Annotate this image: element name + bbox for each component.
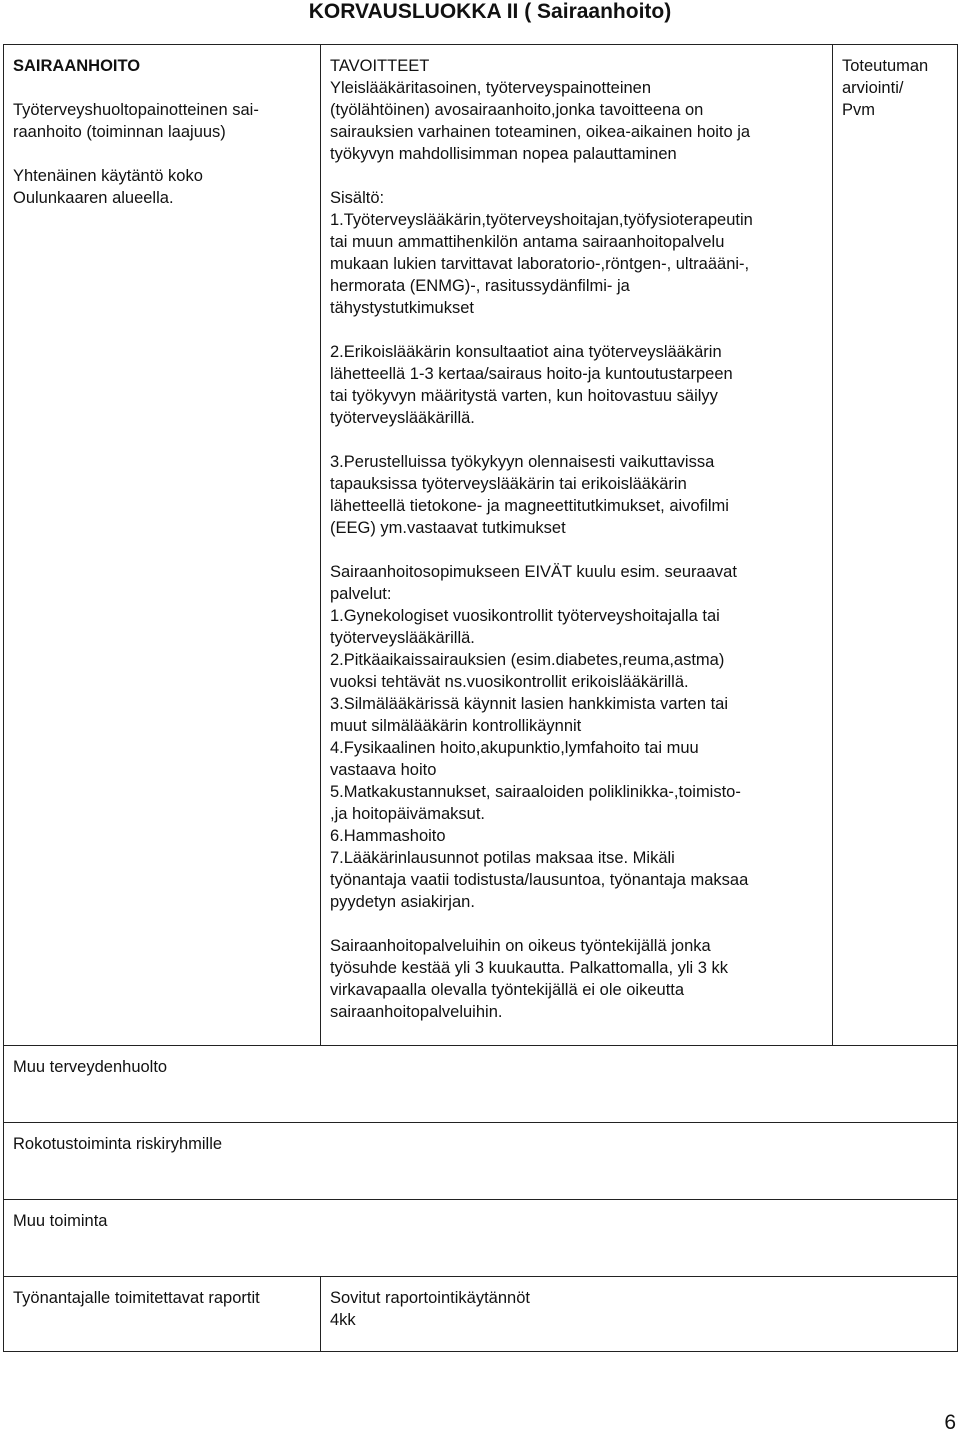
page-number: 6 [944,1411,956,1434]
table-row-sairaanhoito [4,45,958,1046]
excluded-line: 6.Hammashoito [330,827,446,845]
goals-line: (työlähtöinen) avosairaanhoito,jonka tavoitteena on [330,101,704,119]
reports-label-cell [4,1277,321,1352]
content-line: 2.Erikoislääkärin konsultaatiot aina työterveyslääkärin [330,343,722,361]
goals-text [330,77,824,165]
content-line: mukaan lukien tarvittavat laboratorio-,röntgen-, ultraääni-, [330,255,750,273]
excluded-line: 5.Matkakustannukset, sairaaloiden poliklinikka-,toimisto- [330,783,741,801]
table-row-other-health [4,1046,958,1123]
other-activity-label: Muu toiminta [13,1212,108,1230]
excluded-line: 1.Gynekologiset vuosikontrollit työterveyshoitajalla tai [330,607,720,625]
evaluation-cell [833,45,958,1046]
evaluation-heading-line: Toteutuman [842,57,929,75]
excluded-line: 2.Pitkäaikaissairauksien (esim.diabetes,reuma,astma) [330,651,725,669]
content-line: lähetteellä 1-3 kertaa/sairaus hoito-ja kuntoutustarpeen [330,365,733,383]
content-item-1 [330,209,824,319]
excluded-line: 4.Fysikaalinen hoito,akupunktio,lymfahoito tai muu [330,739,699,757]
entitlement-line: Sairaanhoitopalveluihin on oikeus työntekijällä jonka [330,937,711,955]
excluded-line: 7.Lääkärinlausunnot potilas maksaa itse. Mikäli [330,849,675,867]
content-line: (EEG) ym.vastaavat tutkimukset [330,519,566,537]
content-line: 1.Työterveyslääkärin,työterveyshoitajan,työfysioterapeutin [330,211,753,229]
goals-line: työkyvyn mahdollisimman nopea palauttaminen [330,145,677,163]
evaluation-heading-line: Pvm [842,101,875,119]
care-plan-table [3,44,958,1352]
excluded-line: palvelut: [330,585,392,603]
goals-heading: TAVOITTEET [330,57,430,75]
content-line: tapauksissa työterveyslääkärin tai erikoislääkärin [330,475,687,493]
entitlement-text [330,935,824,1023]
reports-value-line: Sovitut raportointikäytännöt [330,1289,530,1307]
excluded-line: muut silmälääkärin kontrollikäynnit [330,717,582,735]
excluded-line: pyydetyn asiakirjan. [330,893,475,911]
reports-value-cell [321,1277,958,1352]
service-description-line: raanhoito (toiminnan laajuus) [13,123,226,141]
goals-line: sairauksien varhainen toteaminen, oikea-aikainen hoito ja [330,123,751,141]
other-activity-cell [4,1200,958,1277]
vaccination-cell [4,1123,958,1200]
content-item-2 [330,341,824,429]
table-row-reports [4,1277,958,1352]
excluded-line: työterveyslääkärillä. [330,629,475,647]
other-health-cell [4,1046,958,1123]
content-line: tai muun ammattihenkilön antama sairaanhoitopalvelu [330,233,725,251]
content-line: tähystystutkimukset [330,299,474,317]
service-scope-line: Yhtenäinen käytäntö koko [13,167,203,185]
service-description-line: Työterveyshuoltopainotteinen sai- [13,101,259,119]
excluded-line: Sairaanhoitosopimukseen EIVÄT kuulu esim. seuraavat [330,563,737,581]
service-cell [4,45,321,1046]
service-scope-line: Oulunkaaren alueella. [13,189,174,207]
entitlement-line: virkavapaalla olevalla työntekijällä ei ole oikeutta [330,981,685,999]
table-row-other-activity [4,1200,958,1277]
goals-line: Yleislääkäritasoinen, työterveyspainotteinen [330,79,652,97]
page-title: KORVAUSLUOKKA II ( Sairaanhoito) [308,0,672,23]
excluded-line: 3.Silmälääkärissä käynnit lasien hankkimista varten tai [330,695,729,713]
reports-label: Työnantajalle toimitettavat raportit [13,1289,260,1307]
content-line: työterveyslääkärillä. [330,409,475,427]
content-line: 3.Perustelluissa työkykyyn olennaisesti vaikuttavissa [330,453,715,471]
excluded-line: työnantaja vaatii todistusta/lausuntoa, työnantaja maksaa [330,871,749,889]
content-line: tai työkyvyn määritystä varten, kun hoitovastuu säilyy [330,387,718,405]
entitlement-line: sairaanhoitopalveluihin. [330,1003,503,1021]
service-heading: SAIRAANHOITO [13,57,141,75]
table-row-vaccination [4,1123,958,1200]
excluded-line: vastaava hoito [330,761,437,779]
vaccination-label: Rokotustoiminta riskiryhmille [13,1135,223,1153]
evaluation-heading-line: arviointi/ [842,79,904,97]
content-heading: Sisältö: [330,189,385,207]
excluded-line: vuoksi tehtävät ns.vuosikontrollit erikoislääkärillä. [330,673,689,691]
content-item-3 [330,451,824,539]
other-health-label: Muu terveydenhuolto [13,1058,168,1076]
goals-content-cell [321,45,833,1046]
content-line: lähetteellä tietokone- ja magneettitutkimukset, aivofilmi [330,497,729,515]
excluded-line: ,ja hoitopäivämaksut. [330,805,486,823]
excluded-services [330,561,824,913]
reports-value-line: 4kk [330,1311,356,1329]
content-line: hermorata (ENMG)-, rasitussydänfilmi- ja [330,277,630,295]
entitlement-line: työsuhde kestää yli 3 kuukautta. Palkattomalla, yli 3 kk [330,959,729,977]
